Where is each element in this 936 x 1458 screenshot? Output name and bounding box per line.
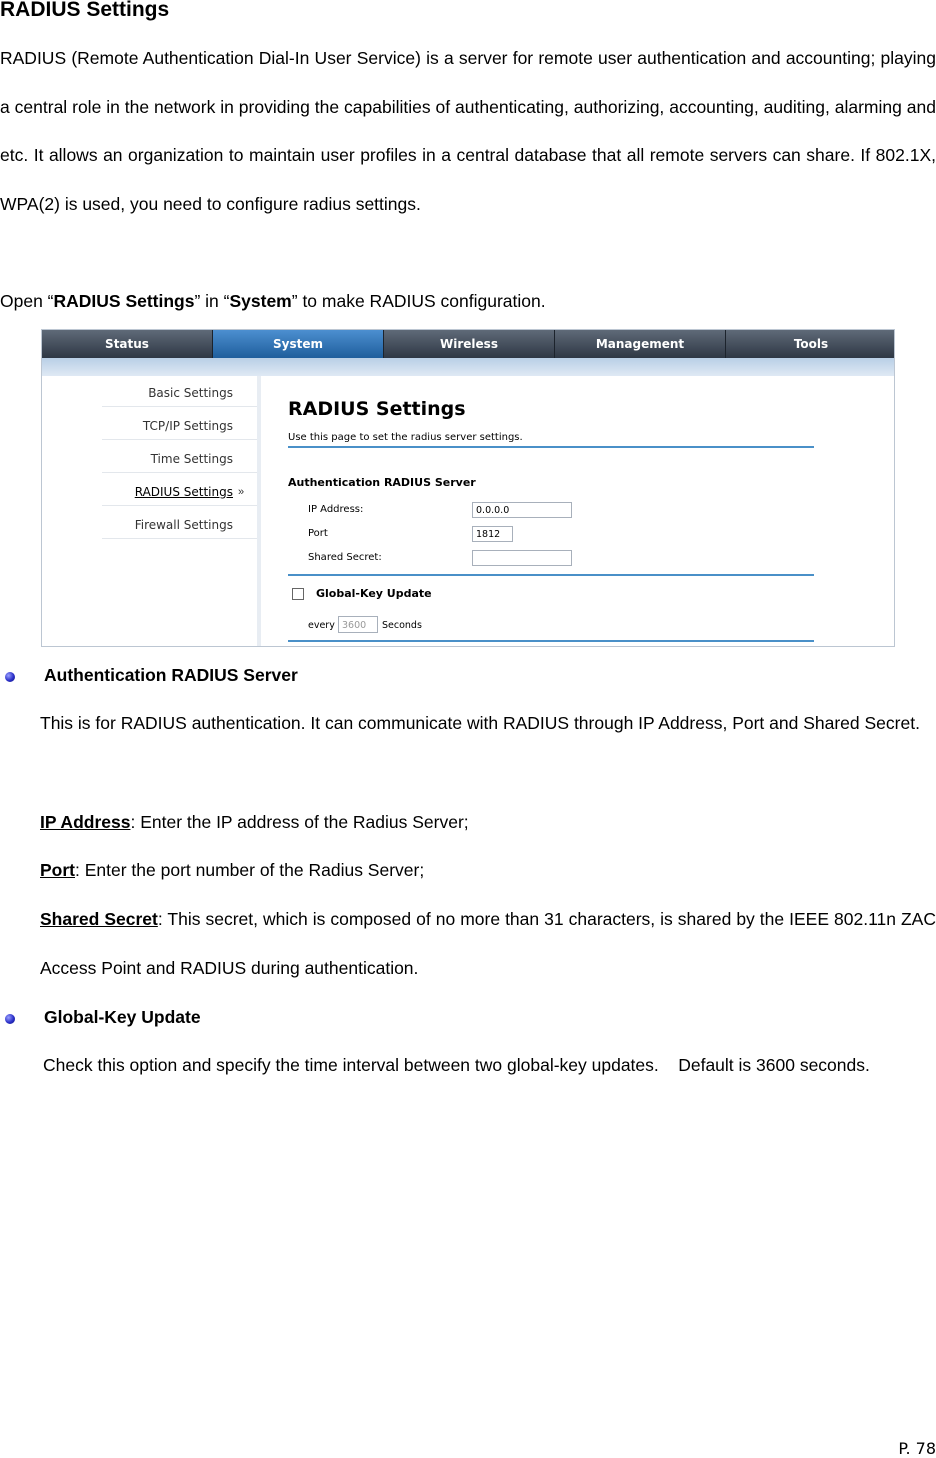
sidebar-divider — [102, 406, 257, 407]
sidebar-item-time-settings[interactable]: Time Settings — [150, 452, 233, 466]
shared-secret-description — [40, 895, 936, 992]
active-arrow-icon: » — [238, 486, 245, 498]
shared-secret-input[interactable] — [472, 550, 572, 566]
port-description — [40, 860, 424, 881]
nav-tab-system[interactable]: System — [213, 330, 384, 358]
global-key-checkbox[interactable] — [292, 588, 304, 600]
top-navigation — [42, 330, 895, 358]
ip-address-label: IP Address: — [308, 504, 364, 515]
auth-section-heading: Authentication RADIUS Server — [44, 665, 298, 685]
shared-secret-label: Shared Secret: — [308, 552, 382, 563]
bullet-icon — [5, 672, 15, 682]
auth-section-text: This is for RADIUS authentication. It can communicate with RADIUS through IP Address, Port and Shared Secret. — [40, 713, 920, 733]
page-number: P. 78 — [898, 1439, 936, 1458]
content-panel — [288, 376, 828, 647]
content-description: Use this page to set the radius server settings. — [288, 432, 523, 443]
section-divider — [288, 574, 814, 576]
open-suffix: ” to make RADIUS configuration. — [291, 291, 546, 311]
content-title: RADIUS Settings — [288, 398, 466, 420]
ip-address-description — [40, 812, 469, 833]
ip-address-term: IP Address — [40, 812, 131, 832]
open-instruction — [0, 291, 546, 312]
sidebar-item-tcpip-settings[interactable]: TCP/IP Settings — [142, 419, 233, 433]
bottom-divider — [288, 640, 814, 642]
page-heading: RADIUS Settings — [0, 0, 170, 21]
open-item: RADIUS Settings — [53, 291, 195, 311]
shared-secret-text: : This secret, which is composed of no more than 31 characters, is shared by the IEEE 802.11n ZAC Access Point and RADIUS during authentication. — [40, 909, 936, 978]
intro-paragraph: RADIUS (Remote Authentication Dial-In User Service) is a server for remote user authentication and accounting; playing a central role in the network in providing the capabilities of authenticating, authorizing, accounting, auditing, alarming and etc. It allows an organization to maintain user profiles in a central database that all remote servers can share. If 802.1X, WPA(2) is used, you need to configure radius settings. — [0, 48, 936, 214]
global-key-section-text: Check this option and specify the time interval between two global-key updates. Default is 3600 seconds. — [43, 1055, 870, 1075]
open-middle: ” in “ — [194, 291, 230, 311]
sidebar-item-firewall-settings[interactable]: Firewall Settings — [134, 518, 233, 532]
sidebar-item-radius-settings[interactable]: RADIUS Settings — [134, 485, 233, 499]
port-input[interactable]: 1812 — [472, 526, 513, 542]
sidebar-divider — [102, 505, 257, 506]
open-menu: System — [229, 291, 292, 311]
title-divider — [288, 446, 814, 448]
seconds-label: Seconds — [382, 620, 422, 631]
port-term: Port — [40, 860, 75, 880]
port-text: : Enter the port number of the Radius Server; — [75, 860, 425, 880]
nav-tab-wireless[interactable]: Wireless — [384, 330, 555, 358]
nav-tab-management[interactable]: Management — [555, 330, 726, 358]
sidebar — [42, 376, 257, 647]
shared-secret-term: Shared Secret — [40, 909, 158, 929]
radius-settings-screenshot — [41, 329, 895, 647]
interval-input[interactable]: 3600 — [338, 616, 378, 633]
sidebar-separator — [257, 376, 261, 647]
sidebar-item-basic-settings[interactable]: Basic Settings — [148, 386, 233, 400]
open-prefix: Open “ — [0, 291, 54, 311]
ip-address-input[interactable]: 0.0.0.0 — [472, 502, 572, 518]
bullet-icon — [5, 1014, 15, 1024]
nav-tab-tools[interactable]: Tools — [793, 337, 829, 351]
ip-address-text: : Enter the IP address of the Radius Server; — [130, 812, 469, 832]
sidebar-divider — [102, 472, 257, 473]
every-label: every — [308, 620, 335, 631]
port-label: Port — [308, 528, 328, 539]
auth-section-title: Authentication RADIUS Server — [288, 476, 476, 489]
sidebar-divider — [102, 538, 257, 539]
sidebar-divider — [102, 439, 257, 440]
global-key-label: Global-Key Update — [316, 587, 432, 600]
nav-tab-status[interactable]: Status — [42, 330, 213, 358]
global-key-section-heading: Global-Key Update — [44, 1007, 201, 1027]
nav-band — [42, 358, 895, 376]
